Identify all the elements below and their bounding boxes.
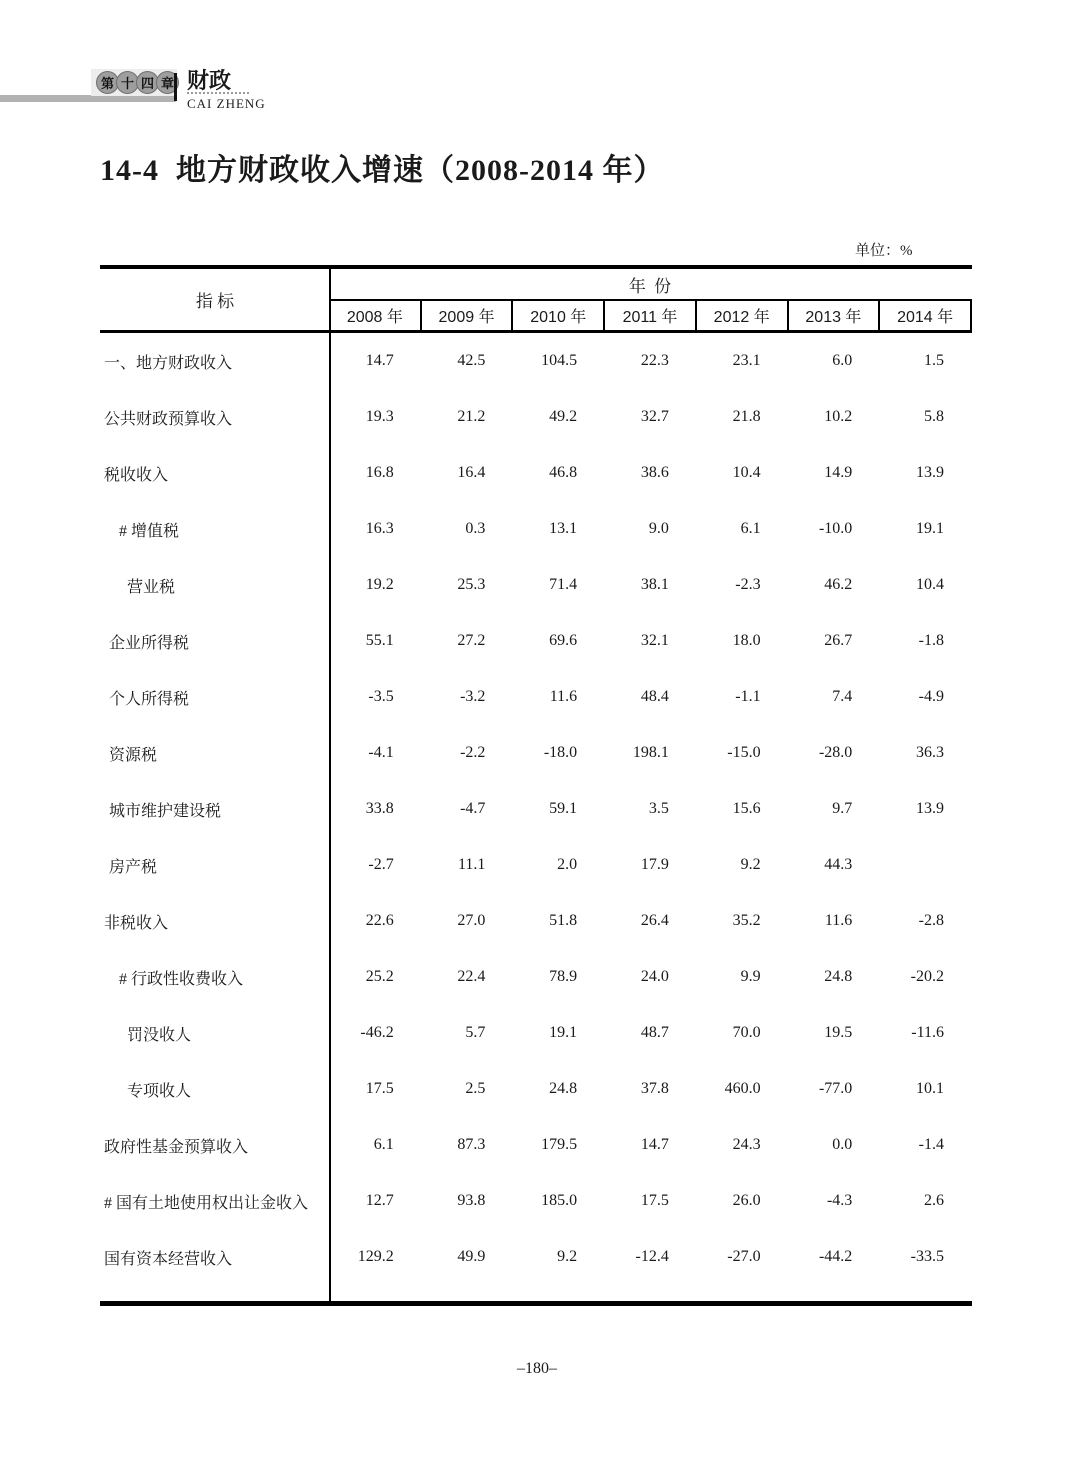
value-cell: -10.0: [818, 520, 853, 537]
value-cell: 18.0: [732, 632, 761, 649]
year-group-header: 年 份: [330, 269, 972, 301]
value-cell: 46.2: [824, 576, 853, 593]
table-row: [100, 557, 972, 613]
table-header: [100, 269, 972, 333]
value-cell: -44.2: [818, 1248, 853, 1265]
value-cell: 2.5: [465, 1080, 486, 1097]
row-label: 资源税: [109, 746, 158, 764]
value-cell: 93.8: [457, 1192, 486, 1209]
value-cell: 17.9: [640, 856, 669, 873]
value-cell: 9.7: [832, 800, 853, 817]
year-header-cell: 2013 年: [789, 301, 881, 330]
chapter-subtitle: CAI ZHENG: [187, 96, 266, 111]
value-cell: 11.1: [458, 856, 486, 873]
value-cell: 26.0: [732, 1192, 761, 1209]
unit-label: 单位：%: [855, 243, 913, 259]
value-cell: 49.9: [457, 1248, 486, 1265]
chapter-divider-line: [174, 73, 177, 101]
value-cell: 70.0: [732, 1024, 761, 1041]
value-cell: 22.6: [365, 912, 394, 929]
table-row: [100, 445, 972, 501]
value-cell: 14.7: [365, 352, 394, 369]
value-cell: 11.6: [824, 912, 853, 929]
value-cell: 24.8: [824, 968, 853, 985]
value-cell: 9.2: [557, 1248, 578, 1265]
value-cell: 19.1: [549, 1024, 578, 1041]
value-cell: 48.4: [640, 688, 669, 705]
page-number: –180–: [517, 1360, 557, 1377]
value-cell: 23.1: [732, 352, 761, 369]
value-cell: 3.5: [648, 800, 669, 817]
value-cell: 78.9: [549, 968, 578, 985]
value-cell: 37.8: [640, 1080, 669, 1097]
value-cell: 17.5: [365, 1080, 394, 1097]
value-cell: -46.2: [360, 1024, 394, 1041]
table-row: [100, 669, 972, 725]
year-header-block: [330, 269, 972, 330]
value-cell: 16.8: [365, 464, 394, 481]
row-label: 政府性基金预算收入: [104, 1138, 249, 1156]
row-label: 个人所得税: [109, 690, 190, 708]
value-cell: 6.0: [832, 352, 853, 369]
value-cell: 10.4: [916, 576, 944, 593]
value-cell: -77.0: [818, 1080, 853, 1097]
value-cell: 2.0: [557, 856, 578, 873]
value-cell: 19.3: [365, 408, 394, 425]
data-table: [100, 265, 972, 1306]
value-cell: 69.6: [549, 632, 578, 649]
value-cell: 9.0: [648, 520, 669, 537]
badge-char-icon: 四: [136, 71, 159, 94]
value-cell: 35.2: [732, 912, 761, 929]
chapter-title: 财政: [187, 68, 232, 93]
value-cell: 21.2: [457, 408, 486, 425]
row-label: # 行政性收费收入: [119, 970, 244, 988]
value-cell: -27.0: [727, 1248, 761, 1265]
value-cell: 24.3: [732, 1136, 761, 1153]
value-cell: 24.0: [640, 968, 669, 985]
value-cell: -28.0: [818, 744, 853, 761]
value-cell: 19.2: [365, 576, 394, 593]
year-header-cell: 2012 年: [697, 301, 789, 330]
table-row: [100, 949, 972, 1005]
value-cell: -3.5: [368, 688, 394, 705]
table-row: [100, 1173, 972, 1229]
value-cell: -12.4: [635, 1248, 669, 1265]
value-cell: 185.0: [541, 1192, 578, 1209]
value-cell: -2.8: [918, 912, 944, 929]
value-cell: 24.8: [549, 1080, 578, 1097]
value-cell: 2.6: [924, 1192, 944, 1209]
row-label: 罚没收人: [127, 1026, 192, 1044]
value-cell: -2.7: [368, 856, 394, 873]
badge-char-icon: 章: [156, 71, 179, 94]
value-cell: 27.0: [457, 912, 486, 929]
value-cell: 71.4: [549, 576, 578, 593]
chapter-title-underline: [187, 92, 249, 94]
table-row: [100, 725, 972, 781]
chapter-badge: [96, 71, 179, 94]
value-cell: 198.1: [632, 744, 669, 761]
value-cell: 48.7: [640, 1024, 669, 1041]
value-cell: -15.0: [727, 744, 761, 761]
value-cell: -2.3: [735, 576, 761, 593]
value-cell: 38.1: [640, 576, 669, 593]
value-cell: 22.3: [640, 352, 669, 369]
value-cell: 19.5: [824, 1024, 853, 1041]
table-row: [100, 1229, 972, 1285]
row-label: 企业所得税: [109, 634, 190, 652]
value-cell: 7.4: [832, 688, 853, 705]
badge-char-icon: 第: [96, 71, 119, 94]
value-cell: 13.9: [916, 464, 944, 481]
row-label: 公共财政预算收入: [104, 410, 233, 428]
value-cell: 10.1: [916, 1080, 944, 1097]
value-cell: -18.0: [543, 744, 578, 761]
value-cell: 59.1: [549, 800, 578, 817]
value-cell: 36.3: [916, 744, 944, 761]
table-row: [100, 389, 972, 445]
table-row: [100, 893, 972, 949]
row-label: 一、地方财政收入: [104, 354, 233, 372]
indicator-header: 指 标: [195, 292, 235, 311]
value-cell: 32.7: [640, 408, 669, 425]
value-cell: -1.4: [918, 1136, 944, 1153]
value-cell: 13.9: [916, 800, 944, 817]
value-cell: 49.2: [549, 408, 578, 425]
value-cell: 87.3: [457, 1136, 486, 1153]
value-cell: -3.2: [460, 688, 486, 705]
year-header-cell: 2011 年: [605, 301, 697, 330]
value-cell: -4.7: [460, 800, 486, 817]
value-cell: 179.5: [541, 1136, 578, 1153]
value-cell: -4.1: [368, 744, 394, 761]
page-title: 14-4 地方财政收入增速（2008-2014 年）: [100, 154, 665, 187]
table-row: [100, 613, 972, 669]
value-cell: -4.9: [918, 688, 944, 705]
value-cell: 42.5: [457, 352, 486, 369]
value-cell: 17.5: [640, 1192, 669, 1209]
year-header-cell: 2008 年: [330, 301, 422, 330]
value-cell: 44.3: [824, 856, 853, 873]
badge-char-icon: 十: [116, 71, 139, 94]
table-vertical-divider: [329, 269, 331, 1301]
value-cell: -4.3: [826, 1192, 853, 1209]
value-cell: 13.1: [549, 520, 578, 537]
row-label: 营业税: [127, 578, 176, 596]
value-cell: 21.8: [732, 408, 761, 425]
value-cell: -1.1: [735, 688, 761, 705]
value-cell: 6.1: [373, 1136, 394, 1153]
value-cell: 51.8: [549, 912, 578, 929]
table-row: [100, 781, 972, 837]
value-cell: 15.6: [732, 800, 761, 817]
value-cell: 32.1: [640, 632, 669, 649]
value-cell: 0.3: [465, 520, 486, 537]
value-cell: 129.2: [357, 1248, 394, 1265]
value-cell: 33.8: [365, 800, 394, 817]
row-label: 国有资本经营收入: [104, 1250, 233, 1268]
value-cell: 38.6: [640, 464, 669, 481]
value-cell: 5.8: [924, 408, 944, 425]
year-header-cell: 2010 年: [513, 301, 605, 330]
value-cell: 460.0: [724, 1080, 761, 1097]
year-header-row: [330, 301, 972, 330]
value-cell: 0.0: [832, 1136, 853, 1153]
value-cell: -11.6: [911, 1024, 944, 1041]
row-label: 税收收入: [104, 466, 169, 484]
value-cell: 25.2: [365, 968, 394, 985]
value-cell: 22.4: [457, 968, 486, 985]
value-cell: -33.5: [910, 1248, 944, 1265]
table-row: [100, 333, 972, 389]
value-cell: 5.7: [465, 1024, 486, 1041]
value-cell: -20.2: [910, 968, 944, 985]
chapter-ribbon-bar: [0, 95, 176, 102]
table-body: [100, 333, 972, 1301]
table-row: [100, 1061, 972, 1117]
value-cell: 9.2: [740, 856, 761, 873]
value-cell: 26.4: [640, 912, 669, 929]
table-row: [100, 837, 972, 893]
table-row: [100, 501, 972, 557]
year-header-cell: 2014 年: [880, 301, 972, 330]
value-cell: 14.7: [640, 1136, 669, 1153]
value-cell: 26.7: [824, 632, 853, 649]
table-row: [100, 1117, 972, 1173]
value-cell: 27.2: [457, 632, 486, 649]
row-label: # 增值税: [119, 522, 180, 540]
value-cell: -2.2: [460, 744, 486, 761]
value-cell: -1.8: [918, 632, 944, 649]
row-label: # 国有土地使用权出让金收入: [104, 1194, 309, 1212]
value-cell: 55.1: [365, 632, 394, 649]
value-cell: 46.8: [549, 464, 578, 481]
table-row: [100, 1005, 972, 1061]
value-cell: 1.5: [924, 352, 944, 369]
value-cell: 12.7: [365, 1192, 394, 1209]
value-cell: 10.2: [824, 408, 853, 425]
value-cell: 25.3: [457, 576, 486, 593]
value-cell: 19.1: [916, 520, 944, 537]
row-label: 非税收入: [104, 914, 169, 932]
value-cell: 9.9: [740, 968, 761, 985]
value-cell: 11.6: [549, 688, 578, 705]
row-label: 专项收人: [127, 1082, 192, 1100]
row-label: 城市维护建设税: [109, 802, 222, 820]
year-header-cell: 2009 年: [422, 301, 514, 330]
value-cell: 14.9: [824, 464, 853, 481]
value-cell: 16.4: [457, 464, 486, 481]
value-cell: 10.4: [732, 464, 761, 481]
value-cell: 6.1: [740, 520, 761, 537]
value-cell: 16.3: [365, 520, 394, 537]
value-cell: 104.5: [541, 352, 578, 369]
row-label: 房产税: [109, 858, 158, 876]
